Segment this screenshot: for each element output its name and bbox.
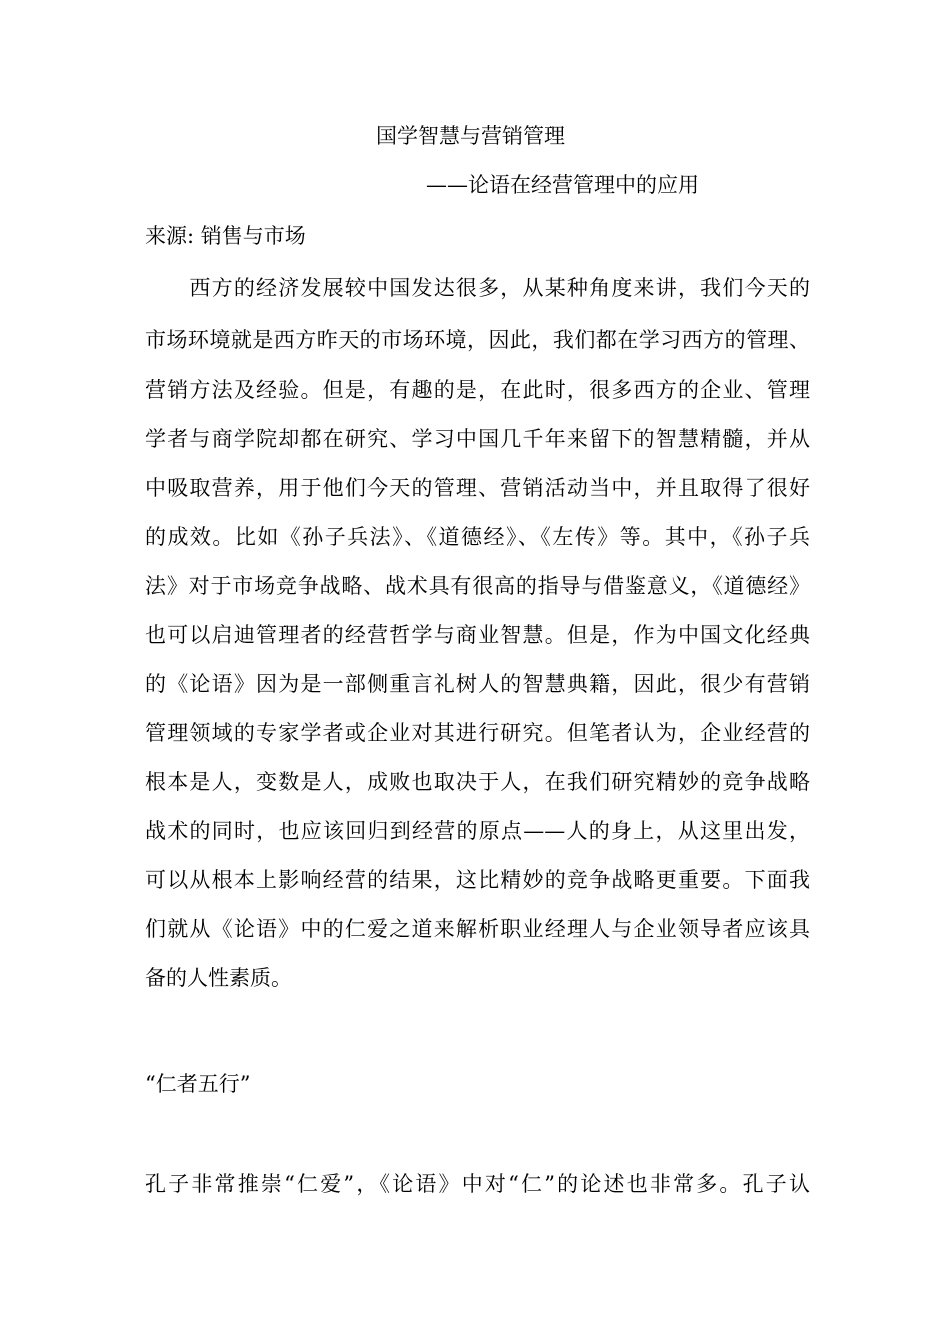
paragraph-2-line: 孔子非常推崇“仁爱”，《论语》中对“仁”的论述也非常多。孔子认	[145, 1172, 810, 1196]
document-subtitle: ——论语在经营管理中的应用	[426, 173, 699, 197]
paragraph-1-line: 们就从《论语》中的仁爱之道来解析职业经理人与企业领导者应该具	[145, 917, 810, 941]
document-title: 国学智慧与营销管理	[376, 124, 565, 148]
paragraph-1-line: 中吸取营养，用于他们今天的管理、营销活动当中，并且取得了很好	[145, 476, 810, 500]
paragraph-1-line: 管理领域的专家学者或企业对其进行研究。但笔者认为，企业经营的	[145, 721, 810, 745]
paragraph-1-line: 市场环境就是西方昨天的市场环境，因此，我们都在学习西方的管理、	[145, 328, 810, 352]
document-source: 来源: 销售与市场	[145, 224, 306, 248]
paragraph-1-line: 战术的同时，也应该回归到经营的原点——人的身上，从这里出发，	[145, 819, 810, 843]
section-heading: “仁者五行”	[145, 1072, 251, 1096]
paragraph-1-line: 学者与商学院却都在研究、学习中国几千年来留下的智慧精髓，并从	[145, 427, 810, 451]
paragraph-1-line: 的成效。比如《孙子兵法》、《道德经》、《左传》等。其中，《孙子兵	[145, 525, 810, 549]
paragraph-1-line: 也可以启迪管理者的经营哲学与商业智慧。但是，作为中国文化经典	[145, 623, 810, 647]
paragraph-1-line: 的《论语》因为是一部侧重言礼树人的智慧典籍，因此，很少有营销	[145, 672, 810, 696]
paragraph-1-line: 西方的经济发展较中国发达很多，从某种角度来讲，我们今天的	[145, 276, 810, 300]
paragraph-1-line: 根本是人，变数是人，成败也取决于人，在我们研究精妙的竞争战略	[145, 770, 810, 794]
paragraph-1-line: 可以从根本上影响经营的结果，这比精妙的竞争战略更重要。下面我	[145, 868, 810, 892]
paragraph-1-line-last: 备的人性素质。	[145, 966, 292, 990]
paragraph-1-line: 法》对于市场竞争战略、战术具有很高的指导与借鉴意义，《道德经》	[145, 574, 810, 598]
paragraph-1-line: 营销方法及经验。但是，有趣的是，在此时，很多西方的企业、管理	[145, 378, 810, 402]
